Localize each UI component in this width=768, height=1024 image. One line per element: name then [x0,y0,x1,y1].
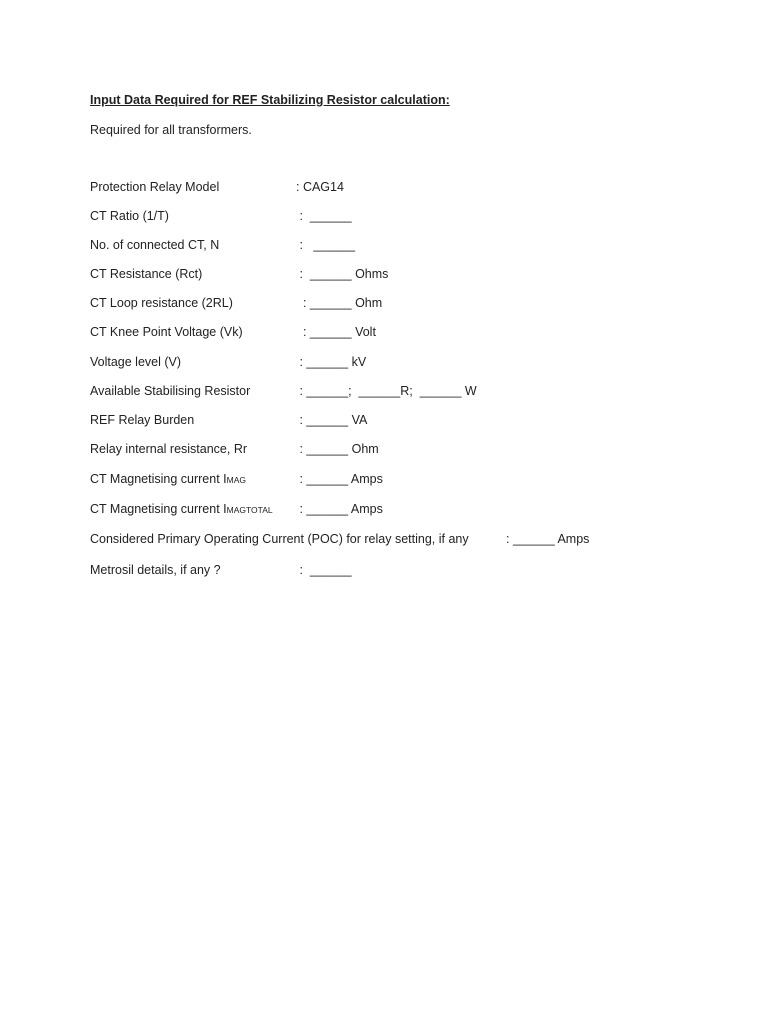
field-label [90,267,202,281]
form-row [90,563,730,579]
field-label-text: Voltage level (V) [90,355,182,369]
field-value: : ______ VA [296,413,368,427]
field-label [90,209,169,223]
form-row [90,267,730,283]
field-value: : ______ Amps [296,472,383,486]
field-value: : ______ [296,563,352,577]
field-value: : ______ Ohm [296,296,383,310]
field-label [90,355,181,369]
form-row [90,296,730,312]
form-row [90,472,730,488]
field-label [90,563,221,577]
field-label-text: CT Resistance (Rct) [90,267,203,281]
field-label-text: CT Magnetising current I [90,472,227,486]
field-value: : CAG14 [296,180,344,194]
field-label-text: REF Relay Burden [90,413,195,427]
field-label [90,413,194,427]
field-label-text: CT Magnetising current I [90,502,227,516]
field-label-text: Metrosil details, if any ? [90,563,221,577]
field-label [90,472,246,486]
field-value: : ______ Amps [506,532,590,546]
field-label-text: Available Stabilising Resistor [90,384,251,398]
field-value: : ______ Ohms [296,267,389,281]
field-label [90,296,233,310]
form-row [90,355,730,371]
form-row [90,384,730,400]
field-value: : ______; ______R; ______ W [296,384,477,398]
field-value: : ______ [296,238,356,252]
field-label-subscript: MAG [226,475,247,485]
field-label-text: No. of connected CT, N [90,238,220,252]
field-value: : ______ Amps [296,502,383,516]
field-label [90,502,273,516]
field-label [90,180,219,194]
field-label-text: CT Loop resistance (2RL) [90,296,233,310]
document-subtitle: Required for all transformers. [90,123,252,137]
form-row [90,532,730,548]
field-value: : ______ kV [296,355,367,369]
field-label-text: Considered Primary Operating Current (POC) for relay setting, if any [90,532,469,546]
form-row [90,442,730,458]
form-row [90,180,730,196]
form-row [90,238,730,254]
field-label [90,325,243,339]
field-label-text: Protection Relay Model [90,180,220,194]
field-value: : ______ [296,209,352,223]
form-row [90,502,730,518]
form-row [90,209,730,225]
field-label-text: Relay internal resistance, Rr [90,442,248,456]
document-title: Input Data Required for REF Stabilizing Resistor calculation: [90,93,450,107]
field-label-subscript: MAGTOTAL [226,505,273,515]
field-value: : ______ Volt [296,325,376,339]
field-value: : ______ Ohm [296,442,379,456]
field-label-text: CT Knee Point Voltage (Vk) [90,325,243,339]
field-label [90,532,469,546]
form-row [90,413,730,429]
field-label-text: CT Ratio (1/T) [90,209,169,223]
field-label [90,238,219,252]
field-label [90,442,247,456]
field-label [90,384,250,398]
form-row [90,325,730,341]
